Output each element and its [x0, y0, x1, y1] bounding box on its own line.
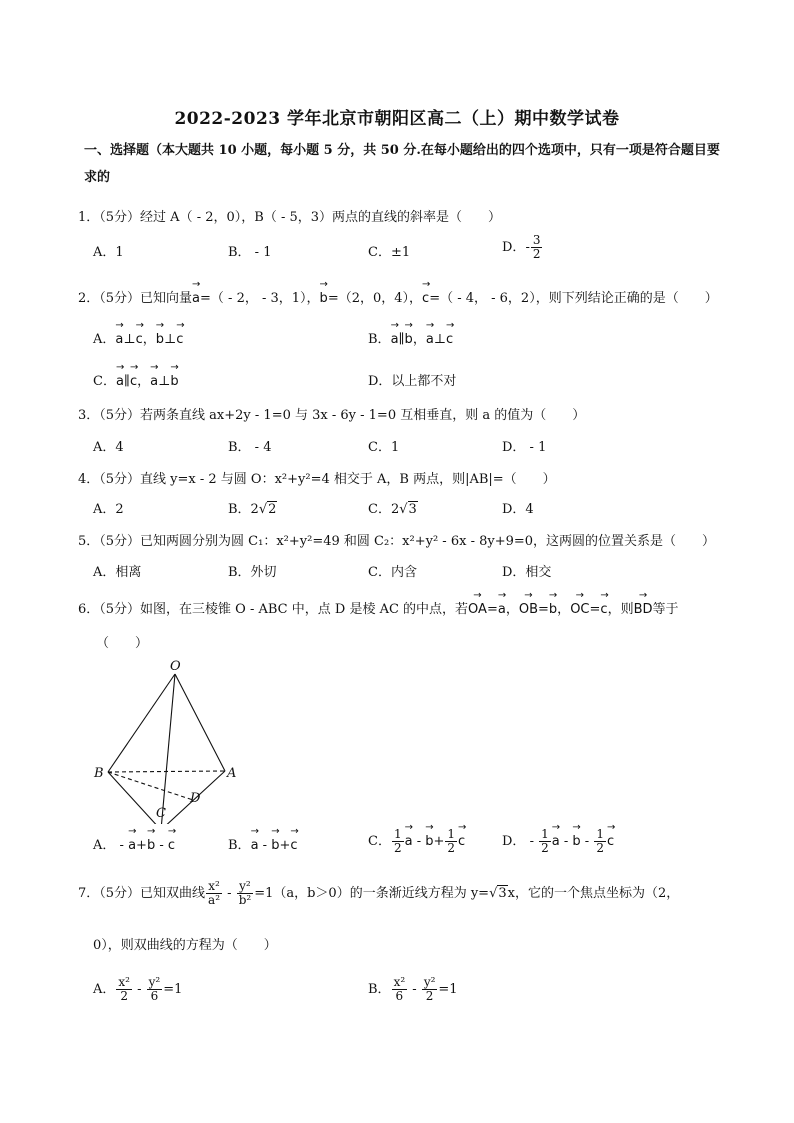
frac-den: 2	[447, 841, 456, 855]
vector-b: → b	[156, 332, 164, 347]
q1-option-d-label: D．	[502, 240, 526, 255]
option-label: C．	[93, 374, 116, 389]
question-7-stem	[78, 880, 679, 907]
frac-num: x²	[393, 975, 406, 989]
option-label: B．	[368, 332, 391, 347]
vector-ob: → OB	[519, 602, 538, 617]
q5-option-b: B．外切	[228, 565, 277, 580]
vector-a: → a	[128, 838, 136, 853]
fraction	[445, 828, 457, 855]
option-label: D．	[502, 834, 526, 849]
q7-text-2: =1（a，b＞0）的一条渐近线方程为 y=	[254, 886, 490, 901]
frac-num: x²	[118, 975, 130, 989]
vector-c: → c	[176, 332, 183, 347]
option-label: A．	[93, 838, 116, 853]
frac-den: 2	[120, 989, 128, 1003]
vector-a: → a	[426, 332, 434, 347]
vector-oa: → OA	[468, 602, 487, 617]
fraction	[392, 828, 404, 855]
frac-num: y²	[148, 975, 161, 989]
frac-num: 1	[447, 827, 456, 841]
edge-ba-hidden	[108, 771, 225, 772]
label-d: D	[190, 791, 201, 806]
fraction	[422, 976, 438, 1003]
frac-den: 2	[596, 841, 604, 855]
edge-bc	[108, 772, 161, 824]
q3-option-d: D． - 1	[502, 440, 547, 455]
op: -	[258, 838, 272, 853]
frac-den: 2	[425, 989, 434, 1003]
option-label: A．	[93, 982, 116, 997]
frac-den: 6	[395, 989, 404, 1003]
q7-text-1: 7．（5分）已知双曲线	[78, 886, 206, 901]
vector-b: → b	[572, 834, 580, 849]
edge-oa	[175, 674, 225, 771]
q1-option-c: C．±1	[368, 245, 411, 260]
q1-option-d-fraction	[531, 234, 543, 261]
question-5-stem: 5．（5分）已知两圆分别为圆 C₁：x²+y²=49 和圆 C₂：x²+y² - 6x - 8y+9=0，这两圆的位置关系是（ ）	[78, 534, 716, 549]
vector-c: → c	[290, 838, 297, 853]
vector-b: → b	[170, 374, 178, 389]
q7-option-b	[368, 976, 458, 1003]
frac-den: 6	[150, 989, 159, 1003]
op: +	[433, 834, 445, 849]
frac-den: 2	[541, 841, 549, 855]
vector-c: → c	[422, 291, 429, 306]
frac-num: 3	[532, 233, 541, 247]
q2-option-d: D．以上都不对	[368, 374, 457, 389]
q1-option-b: B． - 1	[228, 245, 272, 260]
vector-a: → a	[192, 291, 200, 306]
fraction	[206, 880, 222, 907]
vector-bd: → BD	[634, 602, 653, 617]
edge-oc	[161, 674, 175, 824]
q7-text-3: x，它的一个焦点坐标为（2，	[507, 886, 680, 901]
label-o: O	[170, 659, 181, 674]
relation: ∥	[398, 332, 405, 347]
frac-num: 1	[541, 827, 549, 841]
vector-b: → b	[405, 332, 413, 347]
option-label: B．2	[228, 502, 259, 517]
q6-option-d	[502, 828, 614, 855]
vector-c: → c	[607, 834, 614, 849]
section-heading: 一、选择题（本大题共 10 小题，每小题 5 分，共 50 分.在每小题给出的四个选项中，只有一项是符合题目要求的	[84, 143, 720, 185]
tetrahedron-figure	[92, 654, 252, 824]
fraction	[116, 976, 132, 1003]
q2-option-b	[368, 328, 453, 347]
q6-tail: 等于	[652, 602, 679, 617]
vector-a: → a	[405, 834, 413, 849]
question-2-stem	[78, 287, 718, 306]
option-label: B．	[228, 838, 251, 853]
vector-b: → b	[147, 838, 155, 853]
q1-option-d-sign: -	[525, 240, 530, 255]
q6-text: 6．（5分）如图，在三棱锥 O - ABC 中，点 D 是棱 AC 的中点，若	[78, 602, 469, 617]
fraction	[539, 828, 551, 855]
q6-then: ，则	[607, 602, 634, 617]
vector-a: → a	[552, 834, 560, 849]
sqrt: √3	[489, 886, 507, 901]
q6-option-a	[93, 834, 175, 853]
q5-option-a: A．相离	[93, 565, 142, 580]
vector-b: → b	[425, 834, 433, 849]
sqrt: √3	[399, 502, 417, 517]
relation: ⊥	[433, 332, 447, 347]
vector-c: → c	[600, 602, 607, 617]
question-7-line2: 0），则双曲线的方程为（ ）	[93, 938, 277, 953]
op: -	[115, 838, 129, 853]
vector-c: → c	[136, 332, 143, 347]
question-1-stem: 1．（5分）经过 A（ - 2，0），B（ - 5，3）两点的直线的斜率是（ ）	[78, 210, 502, 225]
vector-a: → a	[498, 602, 506, 617]
relation: ⊥	[123, 332, 136, 347]
page-title: 2022-2023 学年北京市朝阳区高二（上）期中数学试卷	[174, 109, 620, 129]
vector-b: → b	[549, 602, 557, 617]
sep: ，	[137, 374, 151, 389]
option-label: C．	[368, 834, 391, 849]
option-label: B．	[368, 982, 391, 997]
label-a: A	[227, 766, 237, 781]
op: -	[559, 834, 573, 849]
q3-option-c: C．1	[368, 440, 400, 455]
question-3-stem: 3．（5分）若两条直线 ax+2y - 1=0 与 3x - 6y - 1=0 互相垂直，则 a 的值为（ ）	[78, 408, 586, 423]
frac-num: 1	[393, 827, 402, 841]
fraction	[237, 880, 254, 907]
question-6-paren: （ ）	[96, 636, 149, 651]
q2-option-c	[93, 370, 179, 389]
q3-option-a: A．4	[93, 440, 124, 455]
equals: =	[486, 602, 498, 617]
edge-ob	[108, 674, 175, 772]
frac-den: b²	[238, 893, 252, 907]
frac-den: 2	[532, 247, 541, 261]
q4-option-d: D．4	[502, 502, 534, 517]
label-c: C	[156, 806, 166, 821]
q1-option-a: A．1	[93, 245, 124, 260]
q2-option-a	[93, 328, 183, 347]
op: +	[279, 838, 291, 853]
radicand: 3	[498, 886, 507, 901]
label-b: B	[94, 766, 104, 781]
q5-option-d: D．相交	[502, 565, 552, 580]
vector-a: → a	[116, 374, 124, 389]
q5-option-c: C．内含	[368, 565, 417, 580]
op: -	[412, 834, 426, 849]
sep: ，	[412, 332, 426, 347]
vector-c: → c	[168, 838, 175, 853]
q6-option-b	[228, 834, 298, 853]
frac-num: 1	[596, 827, 604, 841]
sqrt: √2	[258, 502, 277, 517]
frac-num: x²	[208, 879, 220, 893]
vector-oc: → OC	[570, 602, 589, 617]
fraction	[392, 976, 408, 1003]
q4-option-b	[228, 498, 277, 517]
op: -	[223, 886, 236, 901]
relation: ⊥	[164, 332, 177, 347]
q2-text-2: =（ - 2， - 3，1），	[200, 291, 320, 306]
op: +	[136, 838, 147, 853]
vector-a: → a	[115, 332, 123, 347]
vector-c: → c	[446, 332, 453, 347]
op: -	[580, 834, 594, 849]
frac-den: a²	[208, 893, 221, 907]
op: -	[155, 838, 168, 853]
q1-option-d	[502, 234, 543, 261]
vector-c: → c	[130, 374, 137, 389]
vector-a: → a	[391, 332, 399, 347]
frac-num: y²	[239, 879, 251, 893]
frac-den: 2	[393, 841, 402, 855]
question-6-stem: 6．（5分）如图，在三棱锥 O - ABC 中，点 D 是棱 AC 的中点，若→ OA=→ a，→ OB=→ b，→ OC=→ c，则→ BD等于	[78, 598, 679, 617]
vector-b: → b	[320, 291, 328, 306]
q2-text-4: =（ - 4， - 6，2），则下列结论正确的是（ ）	[429, 291, 718, 306]
q4-option-c	[368, 498, 418, 517]
radicand: 3	[408, 502, 417, 517]
q2-text-3: =（2，0，4），	[327, 291, 423, 306]
option-label: C．2	[368, 502, 400, 517]
question-4-stem: 4．（5分）直线 y=x - 2 与圆 O：x²+y²=4 相交于 A，B 两点，则|AB|=（ ）	[78, 472, 556, 487]
q3-option-b: B． - 4	[228, 440, 272, 455]
vector-b: → b	[271, 838, 279, 853]
op: -	[525, 834, 539, 849]
equals: =	[538, 602, 549, 617]
option-label: A．	[93, 332, 116, 347]
q2-text-1: 2．（5分）已知向量	[78, 291, 193, 306]
op: -	[132, 982, 146, 997]
vector-c: → c	[458, 834, 465, 849]
sep: ，	[142, 332, 156, 347]
equals-one: =1	[163, 982, 183, 997]
fraction	[147, 976, 163, 1003]
equals-one: =1	[438, 982, 458, 997]
relation: ∥	[123, 374, 130, 389]
relation: ⊥	[158, 374, 171, 389]
equals: =	[589, 602, 601, 617]
fraction	[594, 828, 606, 855]
q4-option-a: A．2	[93, 502, 124, 517]
vector-a: → a	[251, 838, 259, 853]
q7-option-a	[93, 976, 182, 1003]
op: -	[408, 982, 421, 997]
vector-a: → a	[150, 374, 158, 389]
q6-option-c	[368, 828, 465, 855]
frac-num: y²	[423, 975, 436, 989]
radicand: 2	[268, 502, 277, 517]
